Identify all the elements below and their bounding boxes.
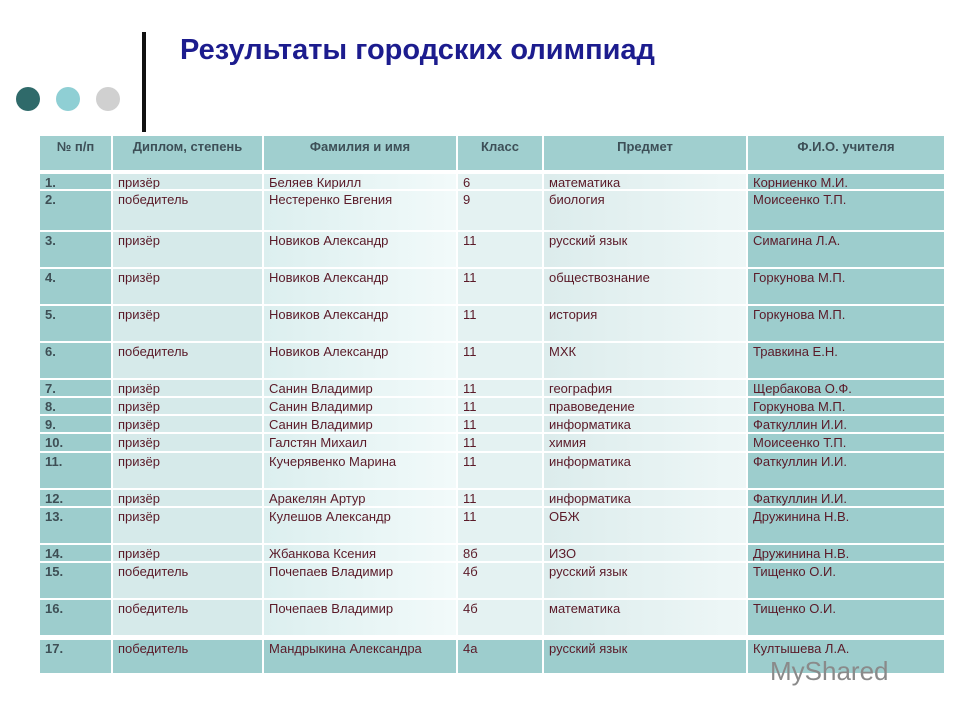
table-cell: Травкина Е.Н. <box>748 343 944 378</box>
table-cell: призёр <box>113 174 264 189</box>
table-row <box>40 490 944 508</box>
table-cell: 11 <box>458 508 544 543</box>
table-cell: 2. <box>40 191 113 230</box>
table-row <box>40 434 944 453</box>
table-cell: Новиков Александр <box>264 269 458 304</box>
header-cell: Диплом, степень <box>113 136 264 170</box>
table-cell: 11. <box>40 453 113 488</box>
table-cell: 4а <box>458 640 544 673</box>
table-row <box>40 191 944 232</box>
table-row <box>40 545 944 563</box>
table-row <box>40 343 944 380</box>
table-row <box>40 269 944 306</box>
table-cell: Горкунова М.П. <box>748 269 944 304</box>
table-cell: Санин Владимир <box>264 398 458 414</box>
table-cell: Аракелян Артур <box>264 490 458 506</box>
table-cell: химия <box>544 434 748 451</box>
table-cell: призёр <box>113 508 264 543</box>
table-cell: 8б <box>458 545 544 561</box>
header-cell: Фамилия и имя <box>264 136 458 170</box>
table-cell: призёр <box>113 380 264 396</box>
table-cell: Новиков Александр <box>264 306 458 341</box>
table-cell: 3. <box>40 232 113 267</box>
table-cell: Беляев Кирилл <box>264 174 458 189</box>
table-row <box>40 174 944 191</box>
table-cell: Кулешов Александр <box>264 508 458 543</box>
table-cell: 1. <box>40 174 113 189</box>
table-cell: МХК <box>544 343 748 378</box>
table-cell: 7. <box>40 380 113 396</box>
table-cell: Щербакова О.Ф. <box>748 380 944 396</box>
table-cell: Фаткуллин И.И. <box>748 416 944 432</box>
table-row <box>40 232 944 269</box>
table-cell: 10. <box>40 434 113 451</box>
table-cell: Кучерявенко Марина <box>264 453 458 488</box>
table-cell: математика <box>544 600 748 635</box>
table-cell: ИЗО <box>544 545 748 561</box>
table-cell: 9. <box>40 416 113 432</box>
table-cell: призёр <box>113 453 264 488</box>
table-cell: Горкунова М.П. <box>748 306 944 341</box>
table-cell: Санин Владимир <box>264 380 458 396</box>
table-row <box>40 563 944 600</box>
table-cell: Нестеренко Евгения <box>264 191 458 230</box>
table-cell: призёр <box>113 269 264 304</box>
table-cell: победитель <box>113 600 264 635</box>
decor-dot-light <box>56 87 80 111</box>
table-cell: история <box>544 306 748 341</box>
table-row <box>40 380 944 398</box>
table-cell: Дружинина Н.В. <box>748 508 944 543</box>
page-title: Результаты городских олимпиад <box>180 34 655 66</box>
watermark: MyShared <box>770 656 889 686</box>
table-cell: Моисеенко Т.П. <box>748 434 944 451</box>
table-row <box>40 306 944 343</box>
table-cell: Мандрыкина Александра <box>264 640 458 673</box>
table-cell: Моисеенко Т.П. <box>748 191 944 230</box>
table-cell: Новиков Александр <box>264 343 458 378</box>
table-cell: 11 <box>458 490 544 506</box>
table-cell: Жбанкова Ксения <box>264 545 458 561</box>
table-cell: математика <box>544 174 748 189</box>
table-cell: победитель <box>113 191 264 230</box>
header-cell: Ф.И.О. учителя <box>748 136 944 170</box>
header-cell: Класс <box>458 136 544 170</box>
table-cell: победитель <box>113 640 264 673</box>
table-cell: русский язык <box>544 232 748 267</box>
table-row <box>40 600 944 637</box>
decor-dot-gray <box>96 87 120 111</box>
table-cell: 13. <box>40 508 113 543</box>
decor-dot-dark <box>16 87 40 111</box>
table-cell: победитель <box>113 563 264 598</box>
divider <box>142 32 146 132</box>
table-cell: Тищенко О.И. <box>748 600 944 635</box>
table-cell: призёр <box>113 416 264 432</box>
table-cell: Почепаев Владимир <box>264 600 458 635</box>
table-cell: информатика <box>544 453 748 488</box>
table-cell: русский язык <box>544 640 748 673</box>
table-cell: 5. <box>40 306 113 341</box>
table-cell: победитель <box>113 343 264 378</box>
table-cell: призёр <box>113 398 264 414</box>
table-cell: 6. <box>40 343 113 378</box>
table-cell: биология <box>544 191 748 230</box>
table-cell: 9 <box>458 191 544 230</box>
table-cell: 15. <box>40 563 113 598</box>
table-cell: русский язык <box>544 563 748 598</box>
table-cell: 12. <box>40 490 113 506</box>
table-cell: Култышева Л.А. <box>748 640 944 673</box>
table-cell: Фаткуллин И.И. <box>748 453 944 488</box>
table-cell: Тищенко О.И. <box>748 563 944 598</box>
table-cell: правоведение <box>544 398 748 414</box>
table-cell: 14. <box>40 545 113 561</box>
table-cell: 11 <box>458 306 544 341</box>
table-cell: Дружинина Н.В. <box>748 545 944 561</box>
table-cell: 11 <box>458 343 544 378</box>
table-cell: 6 <box>458 174 544 189</box>
table-cell: Новиков Александр <box>264 232 458 267</box>
table-cell: 11 <box>458 269 544 304</box>
table-cell: информатика <box>544 490 748 506</box>
table-cell: 16. <box>40 600 113 635</box>
table-cell: Корниенко М.И. <box>748 174 944 189</box>
table-row <box>40 398 944 416</box>
table-cell: информатика <box>544 416 748 432</box>
table-cell: призёр <box>113 434 264 451</box>
table-cell: обществознание <box>544 269 748 304</box>
table-cell: география <box>544 380 748 396</box>
table-cell: призёр <box>113 545 264 561</box>
table-row <box>40 416 944 434</box>
table-row <box>40 508 944 545</box>
table-cell: 11 <box>458 232 544 267</box>
table-cell: 11 <box>458 398 544 414</box>
header-cell: № п/п <box>40 136 113 170</box>
table-cell: 17. <box>40 640 113 673</box>
table-cell: призёр <box>113 232 264 267</box>
table-cell: призёр <box>113 490 264 506</box>
table-cell: 11 <box>458 453 544 488</box>
table-cell: Симагина Л.А. <box>748 232 944 267</box>
table-row <box>40 453 944 490</box>
table-cell: Галстян Михаил <box>264 434 458 451</box>
table-cell: Фаткуллин И.И. <box>748 490 944 506</box>
header-cell: Предмет <box>544 136 748 170</box>
table-header <box>40 136 944 172</box>
table-cell: Почепаев Владимир <box>264 563 458 598</box>
table-cell: 11 <box>458 416 544 432</box>
table-cell: 11 <box>458 380 544 396</box>
table-cell: Горкунова М.П. <box>748 398 944 414</box>
table-cell: 4б <box>458 600 544 635</box>
table-cell: призёр <box>113 306 264 341</box>
table-cell: Санин Владимир <box>264 416 458 432</box>
table-cell: ОБЖ <box>544 508 748 543</box>
table-cell: 4б <box>458 563 544 598</box>
table-cell: 11 <box>458 434 544 451</box>
table-cell: 8. <box>40 398 113 414</box>
table-cell: 4. <box>40 269 113 304</box>
